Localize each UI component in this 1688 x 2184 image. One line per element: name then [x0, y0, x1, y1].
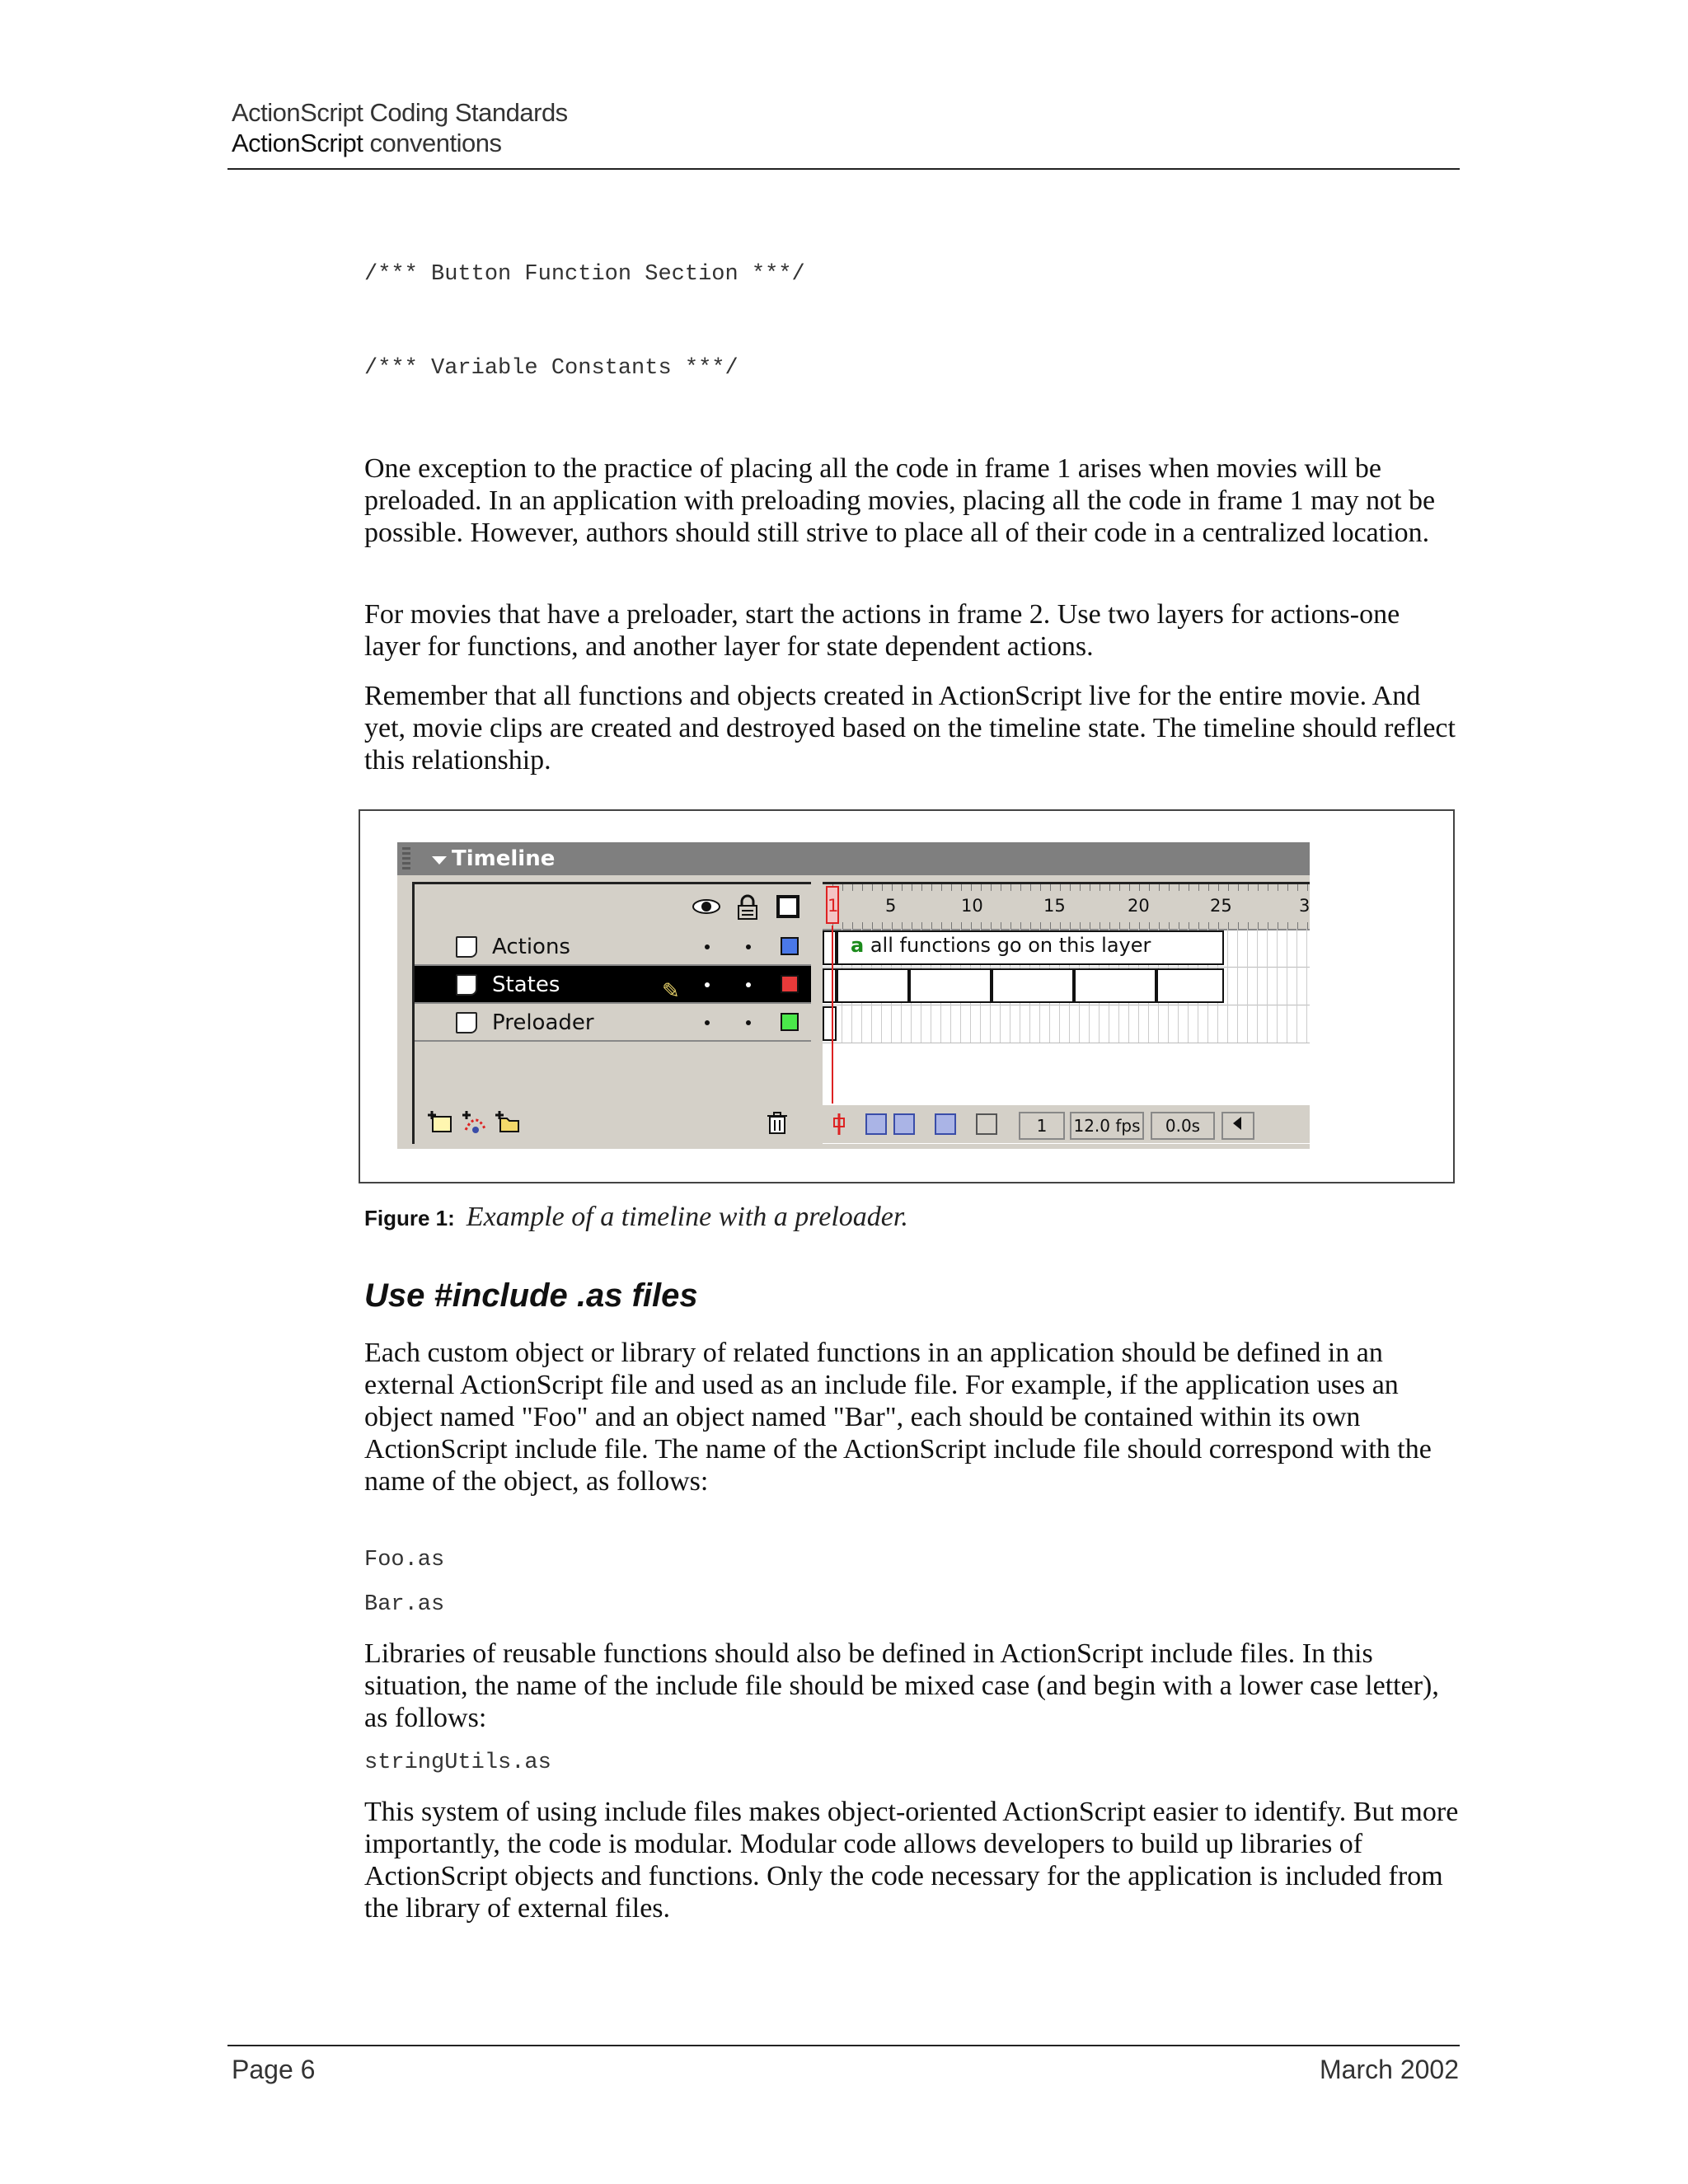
code-variable-constants: /*** Variable Constants ***/ [364, 356, 738, 381]
ruler-tick [842, 884, 843, 891]
ruler-tick [1159, 884, 1160, 891]
delete-layer-icon[interactable] [765, 1110, 790, 1140]
ruler-tick [1119, 922, 1120, 929]
lock-dot[interactable] [746, 944, 751, 949]
ruler-tick [1070, 922, 1071, 929]
ruler-tick [941, 884, 942, 891]
ruler-tick [1297, 884, 1298, 891]
ruler-tick [1307, 922, 1308, 929]
ruler-tick [961, 922, 962, 929]
ruler-tick [862, 884, 863, 891]
ruler-tick [1050, 922, 1051, 929]
frame-row-preloader[interactable] [823, 1005, 1310, 1043]
ruler-tick [1129, 922, 1130, 929]
ruler-tick [1060, 884, 1061, 891]
ruler-tick [1208, 884, 1209, 891]
ruler-tick [872, 884, 873, 891]
layer-name: Actions [492, 935, 570, 959]
header-doc-title: ActionScript Coding Standards [232, 98, 568, 127]
figure-label: Figure 1: [364, 1206, 455, 1230]
paragraph-include-files: Each custom object or library of related functions in an application should be defined in an external ActionScript file and used as an include file. For example, if the application uses an object named "Foo" and an object named "Bar", each should be contained within its own ActionScript include file. The name of the ActionScript include file should correspond with the name of the object, as follows: [364, 1338, 1432, 1497]
ruler-tick [1169, 922, 1170, 929]
ruler-tick [941, 922, 942, 929]
timeline-title-bar[interactable] [397, 842, 1310, 875]
ruler-tick [1050, 884, 1051, 891]
outline-color-swatch[interactable] [781, 937, 799, 955]
layer-icon [456, 1012, 477, 1033]
ruler-tick [882, 922, 883, 929]
ruler-tick [991, 922, 992, 929]
ruler-tick [1070, 884, 1071, 891]
ruler-tick [852, 884, 853, 891]
ruler-tick [1258, 922, 1259, 929]
ruler-tick [1218, 884, 1219, 891]
ruler-tick [902, 922, 903, 929]
ruler-tick [931, 922, 932, 929]
keyframe[interactable] [823, 1006, 837, 1041]
ruler-tick [1020, 922, 1021, 929]
frame-label [851, 934, 1151, 957]
ruler-tick [1010, 884, 1011, 891]
layer-name: States [492, 972, 560, 997]
ruler-tick [1287, 884, 1288, 891]
keyframe-span[interactable] [1074, 968, 1156, 1003]
ruler-tick [921, 922, 922, 929]
timeline-status-bar [823, 1105, 1310, 1143]
ruler-tick [1109, 884, 1110, 891]
insert-layer-folder-icon[interactable] [494, 1110, 523, 1140]
current-frame-field: 1 [1019, 1112, 1065, 1140]
ruler-number-25: 25 [1210, 896, 1232, 916]
ruler-tick [1040, 884, 1041, 891]
paragraph-preloader-actions: For movies that have a preloader, start the actions in frame 2. Use two layers for actions-one layer for functions, and another layer for state dependent actions. [364, 599, 1400, 662]
visibility-dot[interactable] [705, 1020, 710, 1025]
ruler-tick [1208, 922, 1209, 929]
center-frame-icon[interactable] [829, 1112, 849, 1141]
pencil-icon: ✎ [662, 979, 680, 1004]
paragraph-modular: This system of using include files makes object-oriented ActionScript easier to identify. But more importantly, the code is modular. Modular code allows developers to build up libraries of ActionScript objects and functions. Only the code necessary for the application is included from the library of external files. [364, 1797, 1459, 1924]
header-section-title [232, 128, 1460, 158]
frame-ruler[interactable] [823, 884, 1310, 930]
keyframe[interactable] [823, 930, 837, 965]
ruler-tick [921, 884, 922, 891]
ruler-tick [971, 922, 972, 929]
ruler-tick [1169, 884, 1170, 891]
visibility-dot[interactable] [705, 982, 710, 987]
ruler-tick [882, 884, 883, 891]
outline-color-swatch[interactable] [781, 975, 799, 993]
ruler-tick [1198, 922, 1199, 929]
ruler-tick [991, 884, 992, 891]
ruler-tick [902, 884, 903, 891]
ruler-number-15: 15 [1043, 896, 1066, 916]
header-section-rest: conventions [363, 129, 502, 157]
ruler-number-30: 3 [1299, 896, 1310, 916]
ruler-tick [1149, 884, 1150, 891]
header-rule [227, 168, 1460, 170]
ruler-number-20: 20 [1128, 896, 1150, 916]
ruler-number-5: 5 [885, 896, 897, 916]
ruler-tick [1139, 884, 1140, 891]
insert-layer-icon[interactable] [426, 1110, 456, 1140]
ruler-number-1: 1 [828, 896, 839, 916]
ruler-tick [842, 922, 843, 929]
playhead-line [832, 926, 833, 1104]
edit-multiple-frames-icon[interactable] [935, 1113, 956, 1135]
paragraph-libraries: Libraries of reusable functions should also be defined in ActionScript include files. In this situation, the name of the include file should be mixed case (and begin with a lower case letter), as follows: [364, 1638, 1439, 1733]
frame-row-actions[interactable] [823, 929, 1310, 968]
keyframe-span[interactable] [837, 968, 909, 1003]
page-number: Page 6 [232, 2055, 316, 2084]
ruler-tick [1159, 922, 1160, 929]
ruler-tick [892, 922, 893, 929]
keyframe[interactable] [823, 968, 837, 1003]
keyframe-span[interactable] [1156, 968, 1224, 1003]
ruler-tick [971, 884, 972, 891]
footer-date: March 2002 [1320, 2055, 1459, 2084]
code-button-section: /*** Button Function Section ***/ [364, 262, 805, 287]
lock-dot[interactable] [746, 982, 751, 987]
frame-label-prefix: a [851, 934, 865, 957]
ruler-tick [1248, 922, 1249, 929]
ruler-tick [1080, 922, 1081, 929]
running-header [232, 97, 1460, 158]
ruler-tick [1139, 922, 1140, 929]
outline-color-swatch[interactable] [781, 1013, 799, 1031]
ruler-tick [892, 884, 893, 891]
ruler-tick [872, 922, 873, 929]
lock-icon[interactable] [736, 894, 759, 922]
ruler-tick [1040, 922, 1041, 929]
footer-rule [227, 2045, 1460, 2046]
layer-row-states[interactable] [415, 966, 811, 1004]
ruler-tick [931, 884, 932, 891]
ruler-tick [961, 884, 962, 891]
layer-icon [456, 974, 477, 996]
keyframe-span[interactable] [992, 968, 1074, 1003]
ruler-tick [1109, 922, 1110, 929]
onion-skin-outlines-icon[interactable] [893, 1113, 915, 1135]
layer-row-preloader[interactable] [415, 1004, 811, 1042]
layers-panel [412, 882, 811, 1144]
ruler-tick [1248, 884, 1249, 891]
timeline-panel [397, 842, 1310, 1149]
add-motion-guide-icon[interactable] [461, 1110, 490, 1140]
ruler-tick [862, 922, 863, 929]
ruler-tick [1119, 884, 1120, 891]
header-section-bold: ActionScript [232, 129, 363, 157]
ruler-tick [1297, 922, 1298, 929]
frame-row-states[interactable] [823, 967, 1310, 1005]
figure-caption [364, 1202, 908, 1233]
section-heading: Use #include .as files [364, 1277, 698, 1314]
ruler-tick [1030, 922, 1031, 929]
ruler-tick [1228, 922, 1229, 929]
code-foo: Foo.as [364, 1548, 445, 1572]
ruler-tick [981, 922, 982, 929]
ruler-tick [1258, 884, 1259, 891]
ruler-tick [951, 922, 952, 929]
code-bar: Bar.as [364, 1592, 445, 1617]
ruler-tick [1307, 884, 1308, 891]
ruler-tick [1129, 884, 1130, 891]
ruler-tick [1228, 884, 1229, 891]
ruler-tick [1080, 884, 1081, 891]
ruler-tick [852, 922, 853, 929]
grip-icon[interactable] [402, 847, 410, 870]
layer-row-actions[interactable] [415, 928, 811, 966]
frames-panel [823, 882, 1310, 1144]
arrow-left-icon [1230, 1113, 1246, 1133]
ruler-tick [1238, 922, 1239, 929]
ruler-tick [1010, 922, 1011, 929]
layers-toolbar [415, 1105, 811, 1143]
ruler-number-10: 10 [961, 896, 983, 916]
ruler-tick [1198, 884, 1199, 891]
ruler-tick [1218, 922, 1219, 929]
ruler-tick [1149, 922, 1150, 929]
paragraph-preload-exception: One exception to the practice of placing all the code in frame 1 arises when movies will be preloaded. In an application with preloading movies, placing all the code in frame 1 may not be possible. However, authors should still strive to place all of their code in a centralized location. [364, 453, 1436, 548]
layer-icon [456, 936, 477, 958]
frame-rate-field: 12.0 fps [1070, 1112, 1144, 1140]
visibility-dot[interactable] [705, 944, 710, 949]
paragraph-timeline-relationship: Remember that all functions and objects created in ActionScript live for the entire movie. And yet, movie clips are created and destroyed based on the timeline state. The timeline should reflect this relationship. [364, 681, 1456, 776]
keyframe-span[interactable] [909, 968, 992, 1003]
frame-label-text: all functions go on this layer [870, 934, 1151, 957]
timeline-title: Timeline [452, 846, 556, 871]
elapsed-time-field: 0.0s [1151, 1112, 1215, 1140]
ruler-tick [1020, 884, 1021, 891]
layer-name: Preloader [492, 1010, 594, 1035]
collapse-triangle-icon[interactable] [432, 856, 447, 865]
code-string-utils: stringUtils.as [364, 1750, 551, 1775]
ruler-tick [1238, 884, 1239, 891]
ruler-tick [951, 884, 952, 891]
timeline-body [412, 882, 1310, 1144]
ruler-tick [1287, 922, 1288, 929]
modify-onion-markers-icon[interactable] [976, 1113, 997, 1135]
figure-caption-text: Example of a timeline with a preloader. [466, 1202, 908, 1232]
ruler-tick [981, 884, 982, 891]
eye-icon[interactable] [692, 894, 721, 922]
lock-dot[interactable] [746, 1020, 751, 1025]
scroll-left-button[interactable] [1221, 1112, 1254, 1140]
ruler-tick [1060, 922, 1061, 929]
ruler-tick [1030, 884, 1031, 891]
outline-icon[interactable] [776, 894, 800, 922]
onion-skin-icon[interactable] [865, 1113, 887, 1135]
